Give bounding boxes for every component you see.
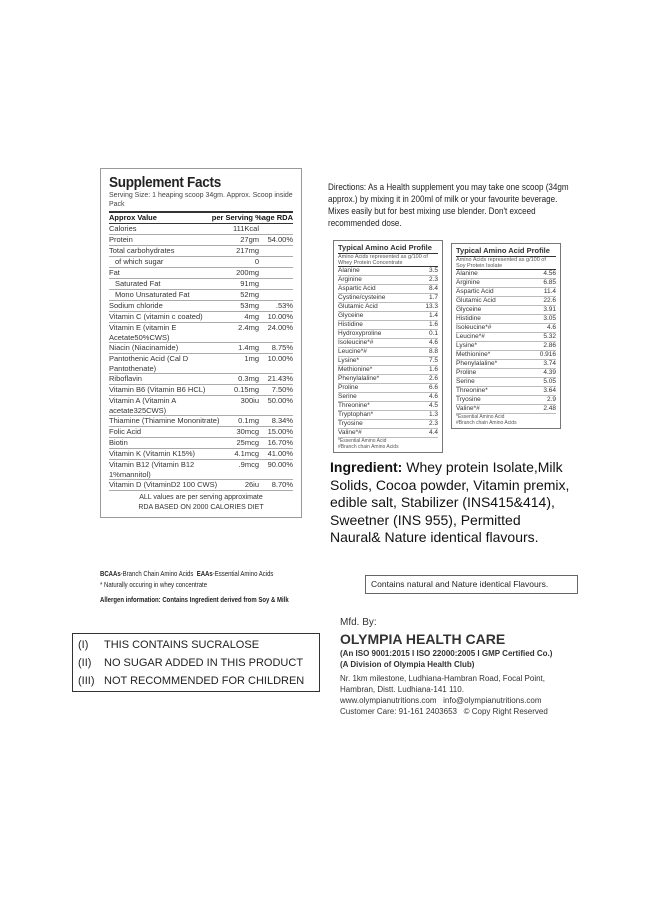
warnings-box <box>72 633 320 692</box>
amino-profile-soy <box>451 243 561 429</box>
amino-row <box>456 324 556 333</box>
rda-value: 24.00% <box>267 323 293 332</box>
amino-name: Cystine/cysteine <box>338 294 386 301</box>
facts-row <box>109 323 293 343</box>
amino-name: Proline <box>456 369 477 376</box>
rda-value: 16.70% <box>267 438 293 447</box>
amino-row <box>338 276 438 285</box>
facts-row <box>109 257 293 268</box>
facts-row <box>109 290 293 301</box>
amino-value: 0.1 <box>428 330 438 337</box>
facts-row <box>109 385 293 396</box>
amino-name: Tryptophan* <box>338 411 374 418</box>
warning-text: NOT RECOMMENDED FOR CHILDREN <box>104 675 305 687</box>
amino-value: 6.6 <box>428 384 438 391</box>
amino-name: Isoleucine*# <box>338 339 374 346</box>
directions <box>328 182 578 230</box>
amino-footnote-1: *Essential Amino Acid <box>338 438 387 444</box>
amino-row <box>456 288 556 297</box>
amino-row <box>338 411 438 420</box>
company-cert: (An ISO 9001:2015 I ISO 22000:2005 I GMP Certified Co.) <box>340 649 553 658</box>
facts-row <box>109 396 293 416</box>
nutrient-name: Vitamin D (VitaminD2 100 CWS) <box>109 480 218 489</box>
amino-footnote-2: #Branch chain Amino Acids <box>338 444 399 450</box>
company-name: OLYMPIA HEALTH CARE <box>340 631 506 647</box>
amino-name: Valine*# <box>456 405 480 412</box>
abbreviation-line <box>100 568 336 579</box>
amino-name: Tryosine <box>338 420 363 427</box>
warning-number: (III) <box>78 675 95 687</box>
amino-name: Alanine <box>338 267 360 274</box>
amino-value: 4.4 <box>428 429 438 436</box>
ingredient-label: Ingredient: <box>330 459 403 475</box>
nutrient-name: Vitamin A (Vitamin A acetate325CWS) <box>109 396 176 415</box>
warning-item <box>78 654 314 672</box>
nutrient-name: Vitamin E (vitamin E Acetate50%CWS) <box>109 323 177 342</box>
amino-value: 4.6 <box>546 324 556 331</box>
natural-note: * Naturally occuring in whey concentrate <box>100 580 208 589</box>
nutrient-name: Riboflavin <box>109 374 142 383</box>
facts-row <box>109 279 293 290</box>
nutrient-name: Vitamin K (Vitamin K15%) <box>109 449 196 458</box>
copyright: © Copy Right Reserved <box>463 707 548 716</box>
amino-row <box>338 285 438 294</box>
amino-value: 1.4 <box>428 312 438 319</box>
facts-row <box>109 449 293 460</box>
amino-row <box>456 369 556 378</box>
facts-header <box>109 213 293 224</box>
amino-name: Threonine* <box>456 387 488 394</box>
nutrient-name: Vitamin B12 (Vitamin B12 1%mannitol) <box>109 460 195 479</box>
nutrient-name: Folic Acid <box>109 427 142 436</box>
rda-value: 8.75% <box>271 343 293 352</box>
header-per-serving: per Serving <box>211 213 253 222</box>
serving-size: Serving Size: 1 heaping scoop 34gm. Approx. Scoop inside Pack <box>109 192 293 213</box>
amino-name: Serine <box>338 393 357 400</box>
warning-item <box>78 672 314 690</box>
per-serving-value: 200mg <box>236 268 259 277</box>
amino-name: Glyceine <box>456 306 482 313</box>
bcaa-text: -Branch Chain Amino Acids <box>120 569 194 578</box>
amino-value: 3.74 <box>543 360 556 367</box>
nutrient-name: Mono Unsaturated Fat <box>115 290 190 299</box>
amino-name: Glutamic Acid <box>456 297 496 304</box>
ingredients <box>330 459 570 547</box>
amino-name: Hydroxyproline <box>338 330 382 337</box>
amino-name: Histidine <box>456 315 481 322</box>
per-serving-value: 111Kcal <box>233 224 259 233</box>
amino-row <box>338 330 438 339</box>
amino-row <box>456 342 556 351</box>
header-rda: %age RDA <box>255 213 293 222</box>
address-line-1: Nr. 1km milestone, Ludhiana-Hambran Road, Focal Point, <box>340 674 545 683</box>
amino-row <box>338 339 438 348</box>
ingredient-text: Whey protein Isolate,Milk Solids, Cocoa powder, Vitamin premix, edible salt, Stabilizer (INS415&414), Sweetner (INS 955), Permitted Naural& Nature identical flavours. <box>330 459 570 545</box>
per-serving-value: 0.1mg <box>238 416 259 425</box>
amino-footnote-1: *Essential Amino Acid <box>456 414 505 420</box>
amino-value: 0.916 <box>539 351 556 358</box>
amino-name: Phenylalaline* <box>338 375 380 382</box>
facts-row <box>109 224 293 235</box>
amino-row <box>338 375 438 384</box>
rda-value: 54.00% <box>267 235 293 244</box>
amino-row <box>338 294 438 303</box>
directions-text: Directions: As a Health supplement you may take one scoop (34gm approx.) by mixing it in 200ml of milk or your favourite beverage. Mixes easily but for best mixing use blender. Don't exceed recommended dose. <box>328 182 569 229</box>
amino-row <box>456 270 556 279</box>
facts-row <box>109 460 293 480</box>
amino-name: Aspartic Acid <box>456 288 494 295</box>
amino-value: 5.32 <box>543 333 556 340</box>
amino-row <box>456 405 556 414</box>
manufacturer-info <box>340 617 552 717</box>
facts-row <box>109 427 293 438</box>
per-serving-value: 53mg <box>240 301 259 310</box>
amino-row <box>338 429 438 438</box>
per-serving-value: 300iu <box>240 396 259 405</box>
amino-value: 8.4 <box>428 285 438 292</box>
amino-value: 2.6 <box>428 375 438 382</box>
amino-row <box>456 279 556 288</box>
company-division: (A Division of Olympia Health Club) <box>340 660 475 669</box>
facts-row <box>109 235 293 246</box>
facts-row <box>109 374 293 385</box>
amino-name: Glyceine <box>338 312 364 319</box>
amino-row <box>456 315 556 324</box>
facts-row <box>109 246 293 257</box>
amino-subtitle: Amino Acids represented as g/100 of Soy Protein Isolate <box>456 257 556 270</box>
facts-row <box>109 354 293 374</box>
per-serving-value: 1.4mg <box>238 343 259 352</box>
amino-value: 2.3 <box>428 420 438 427</box>
rda-value: 15.00% <box>267 427 293 436</box>
mfd-by-label: Mfd. By: <box>340 617 377 628</box>
per-serving-value: 4mg <box>244 312 259 321</box>
nutrient-name: Saturated Fat <box>115 279 161 288</box>
supplement-facts-title: Supplement Facts <box>109 174 221 191</box>
per-serving-value: 2.4mg <box>238 323 259 332</box>
per-serving-value: 4.1mcg <box>234 449 259 458</box>
abbr-wrap <box>100 568 273 579</box>
rda-value: 90.00% <box>267 460 293 469</box>
amino-row <box>456 378 556 387</box>
per-serving-value: 25mcg <box>236 438 259 447</box>
amino-title: Typical Amino Acid Profile <box>338 243 438 254</box>
amino-value: 11.4 <box>543 288 556 295</box>
eaa-abbr: EAAs <box>196 569 213 578</box>
facts-rows <box>109 224 293 491</box>
facts-row <box>109 480 293 491</box>
per-serving-value: 0.3mg <box>238 374 259 383</box>
amino-name: Alanine <box>456 270 478 277</box>
amino-name: Arginine <box>338 276 362 283</box>
amino-row <box>456 306 556 315</box>
nutrient-name: Vitamin B6 (Vitamin B6 HCL) <box>109 385 206 394</box>
nutrient-name: Niacin (Niacinamide) <box>109 343 179 352</box>
amino-row <box>456 351 556 360</box>
amino-value: 4.6 <box>428 339 438 346</box>
amino-row <box>456 360 556 369</box>
amino-name: Aspartic Acid <box>338 285 376 292</box>
nutrient-name: Thiamine (Thiamine Mononitrate) <box>109 416 220 425</box>
nutrient-name: Protein <box>109 235 133 244</box>
amino-value: 6.85 <box>543 279 556 286</box>
warning-number: (I) <box>78 639 89 651</box>
facts-note-1: ALL values are per serving approximate <box>139 494 263 501</box>
amino-value: 3.64 <box>543 387 556 394</box>
amino-row <box>338 267 438 276</box>
amino-row <box>456 333 556 342</box>
warning-text: NO SUGAR ADDED IN THIS PRODUCT <box>104 657 304 669</box>
nutrient-name: Pantothenic Acid (Cal D Pantothenate) <box>109 354 189 373</box>
per-serving-value: .9mcg <box>238 460 259 469</box>
rda-value: 21.43% <box>267 374 293 383</box>
amino-title: Typical Amino Acid Profile <box>456 246 556 257</box>
amino-value: 3.91 <box>543 306 556 313</box>
amino-row <box>338 402 438 411</box>
amino-name: Lysine* <box>456 342 478 349</box>
amino-value: 1.7 <box>428 294 438 301</box>
rda-value: .53% <box>275 301 293 310</box>
amino-name: Phenylalaline* <box>456 360 498 367</box>
allergen-info: Allergen information: Contains Ingredient derived from Soy & Milk <box>100 595 289 604</box>
amino-row <box>456 387 556 396</box>
amino-value: 2.86 <box>543 342 556 349</box>
amino-profile-whey <box>333 240 443 453</box>
amino-value: 4.5 <box>428 402 438 409</box>
amino-row <box>338 357 438 366</box>
nutrient-name: Vitamin C (vitamin c coated) <box>109 312 203 321</box>
amino-value: 13.3 <box>425 303 438 310</box>
eaa-text: -Essential Amino Acids <box>212 569 274 578</box>
amino-row <box>338 420 438 429</box>
amino-row <box>338 348 438 357</box>
email-link[interactable]: info@olympianutritions.com <box>443 696 542 705</box>
facts-row <box>109 268 293 279</box>
amino-name: Methionine* <box>338 366 373 373</box>
amino-name: Glutamic Acid <box>338 303 378 310</box>
rda-value: 7.50% <box>271 385 293 394</box>
amino-value: 2.9 <box>546 396 556 403</box>
contains-flavours-box: Contains natural and Nature identical Flavours. <box>365 575 578 594</box>
facts-row <box>109 416 293 427</box>
header-approx-value: Approx Value <box>109 213 157 222</box>
amino-row <box>338 321 438 330</box>
facts-row <box>109 343 293 354</box>
rda-value: 10.00% <box>267 312 293 321</box>
rda-value: 8.34% <box>271 416 293 425</box>
per-serving-value: 52mg <box>240 290 259 299</box>
amino-value: 3.05 <box>543 315 556 322</box>
amino-value: 1.3 <box>428 411 438 418</box>
amino-name: Histidine <box>338 321 363 328</box>
facts-row <box>109 301 293 312</box>
nutrient-name: Fat <box>109 268 120 277</box>
nutrient-name: Sodium chloride <box>109 301 163 310</box>
amino-name: Valine*# <box>338 429 362 436</box>
amino-name: Proline <box>338 384 359 391</box>
amino-subtitle: Amino Acids represented as g/100 of Whey Protein Concentrate <box>338 254 438 267</box>
amino-value: 3.5 <box>428 267 438 274</box>
nutrient-name: Biotin <box>109 438 128 447</box>
rda-value: 10.00% <box>267 354 293 363</box>
per-serving-value: 26iu <box>244 480 259 489</box>
rda-value: 8.70% <box>271 480 293 489</box>
bcaa-abbr: BCAAs <box>100 569 121 578</box>
amino-value: 1.6 <box>428 366 438 373</box>
amino-name: Leucine*# <box>338 348 367 355</box>
warning-item <box>78 636 314 654</box>
facts-row <box>109 312 293 323</box>
supplement-facts-panel <box>100 168 302 518</box>
website-link[interactable]: www.olympianutritions.com <box>340 696 437 705</box>
amino-name: Lysine* <box>338 357 360 364</box>
rda-value: 50.00% <box>267 396 293 405</box>
facts-row <box>109 438 293 449</box>
amino-value: 1.6 <box>428 321 438 328</box>
amino-value: 4.39 <box>543 369 556 376</box>
amino-value: 7.5 <box>428 357 438 364</box>
nutrient-name: of which sugar <box>115 257 164 266</box>
amino-value: 2.3 <box>428 276 438 283</box>
warning-text: THIS CONTAINS SUCRALOSE <box>104 639 260 651</box>
amino-row <box>338 366 438 375</box>
amino-row <box>456 297 556 306</box>
amino-name: Leucine*# <box>456 333 485 340</box>
nutrient-name: Calories <box>109 224 137 233</box>
customer-care: Customer Care: 91-161 2403653 <box>340 707 457 716</box>
per-serving-value: 217mg <box>236 246 259 255</box>
amino-name: Threonine* <box>338 402 370 409</box>
rda-value: 41.00% <box>267 449 293 458</box>
per-serving-value: 0.15mg <box>233 385 259 394</box>
amino-row <box>338 384 438 393</box>
amino-name: Methionine* <box>456 351 491 358</box>
amino-row <box>456 396 556 405</box>
amino-value: 4.56 <box>543 270 556 277</box>
per-serving-value: 30mcg <box>236 427 259 436</box>
amino-name: Arginine <box>456 279 480 286</box>
per-serving-value: 1mg <box>244 354 259 363</box>
per-serving-value: 27gm <box>240 235 259 244</box>
amino-row <box>338 312 438 321</box>
per-serving-value: 0 <box>254 257 259 266</box>
amino-value: 8.8 <box>428 348 438 355</box>
warning-number: (II) <box>78 657 92 669</box>
nutrient-name: Total carbohydrates <box>109 246 175 255</box>
amino-value: 5.05 <box>543 378 556 385</box>
amino-name: Isoleucine*# <box>456 324 492 331</box>
facts-note-2: RDA BASED ON 2000 CALORIES DIET <box>138 504 264 511</box>
per-serving-value: 91mg <box>240 279 259 288</box>
abbreviation-notes <box>100 568 336 605</box>
amino-value: 4.6 <box>428 393 438 400</box>
amino-name: Serine <box>456 378 475 385</box>
amino-row <box>338 393 438 402</box>
amino-value: 2.48 <box>543 405 556 412</box>
amino-footnote-2: #Branch chain Amino Acids <box>456 420 517 426</box>
amino-name: Tryosine <box>456 396 481 403</box>
amino-value: 22.6 <box>543 297 556 304</box>
amino-row <box>338 303 438 312</box>
address-line-2: Hambran, Distt. Ludhiana-141 110. <box>340 685 464 694</box>
